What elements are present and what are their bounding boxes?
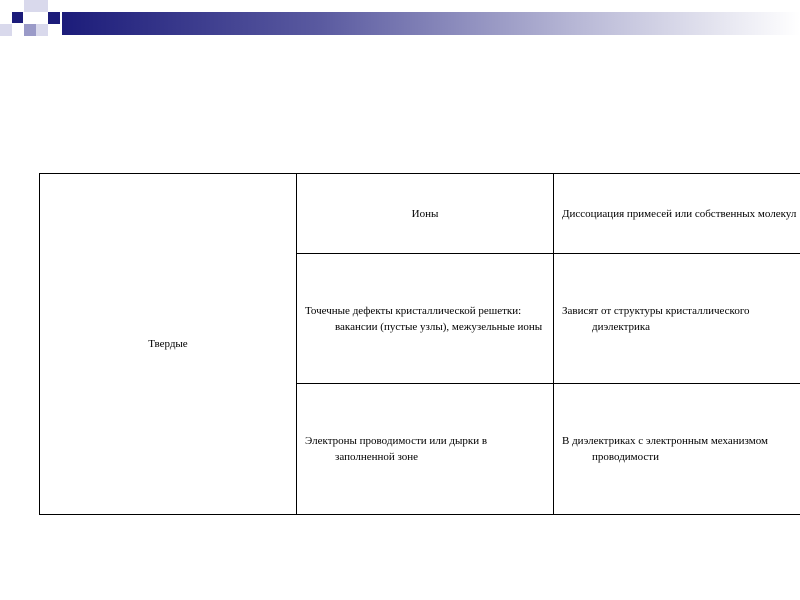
source-label: Диссоциация примесей или собственных молекул [562,207,797,220]
table-row [40,174,800,254]
carrier-label: Ионы [411,207,439,220]
header-gradient-bar [62,12,800,35]
decor-square [36,0,48,12]
state-cell [40,174,297,515]
conduction-table [39,173,800,515]
source-label: Зависят от структуры кристаллического диэлектрика [562,304,750,333]
decor-square [36,24,48,36]
carrier-label: Электроны проводимости или дырки в заполненной зоне [305,435,488,463]
carrier-cell [297,254,554,384]
carrier-cell [297,384,554,515]
source-label: В диэлектриках с электронным механизмом проводимости [562,435,768,463]
decor-square [0,24,12,36]
decor-square [24,24,36,36]
decor-square [48,12,60,24]
decor-square [24,0,36,12]
source-cell [554,254,800,384]
source-cell [554,174,800,254]
carrier-label: Точечные дефекты кристаллической решетки: вакансии (пустые узлы), межузельные ионы [305,304,543,333]
decor-square [12,12,23,23]
state-label: Твердые [148,338,188,350]
carrier-cell [297,174,554,254]
source-cell [554,384,800,515]
